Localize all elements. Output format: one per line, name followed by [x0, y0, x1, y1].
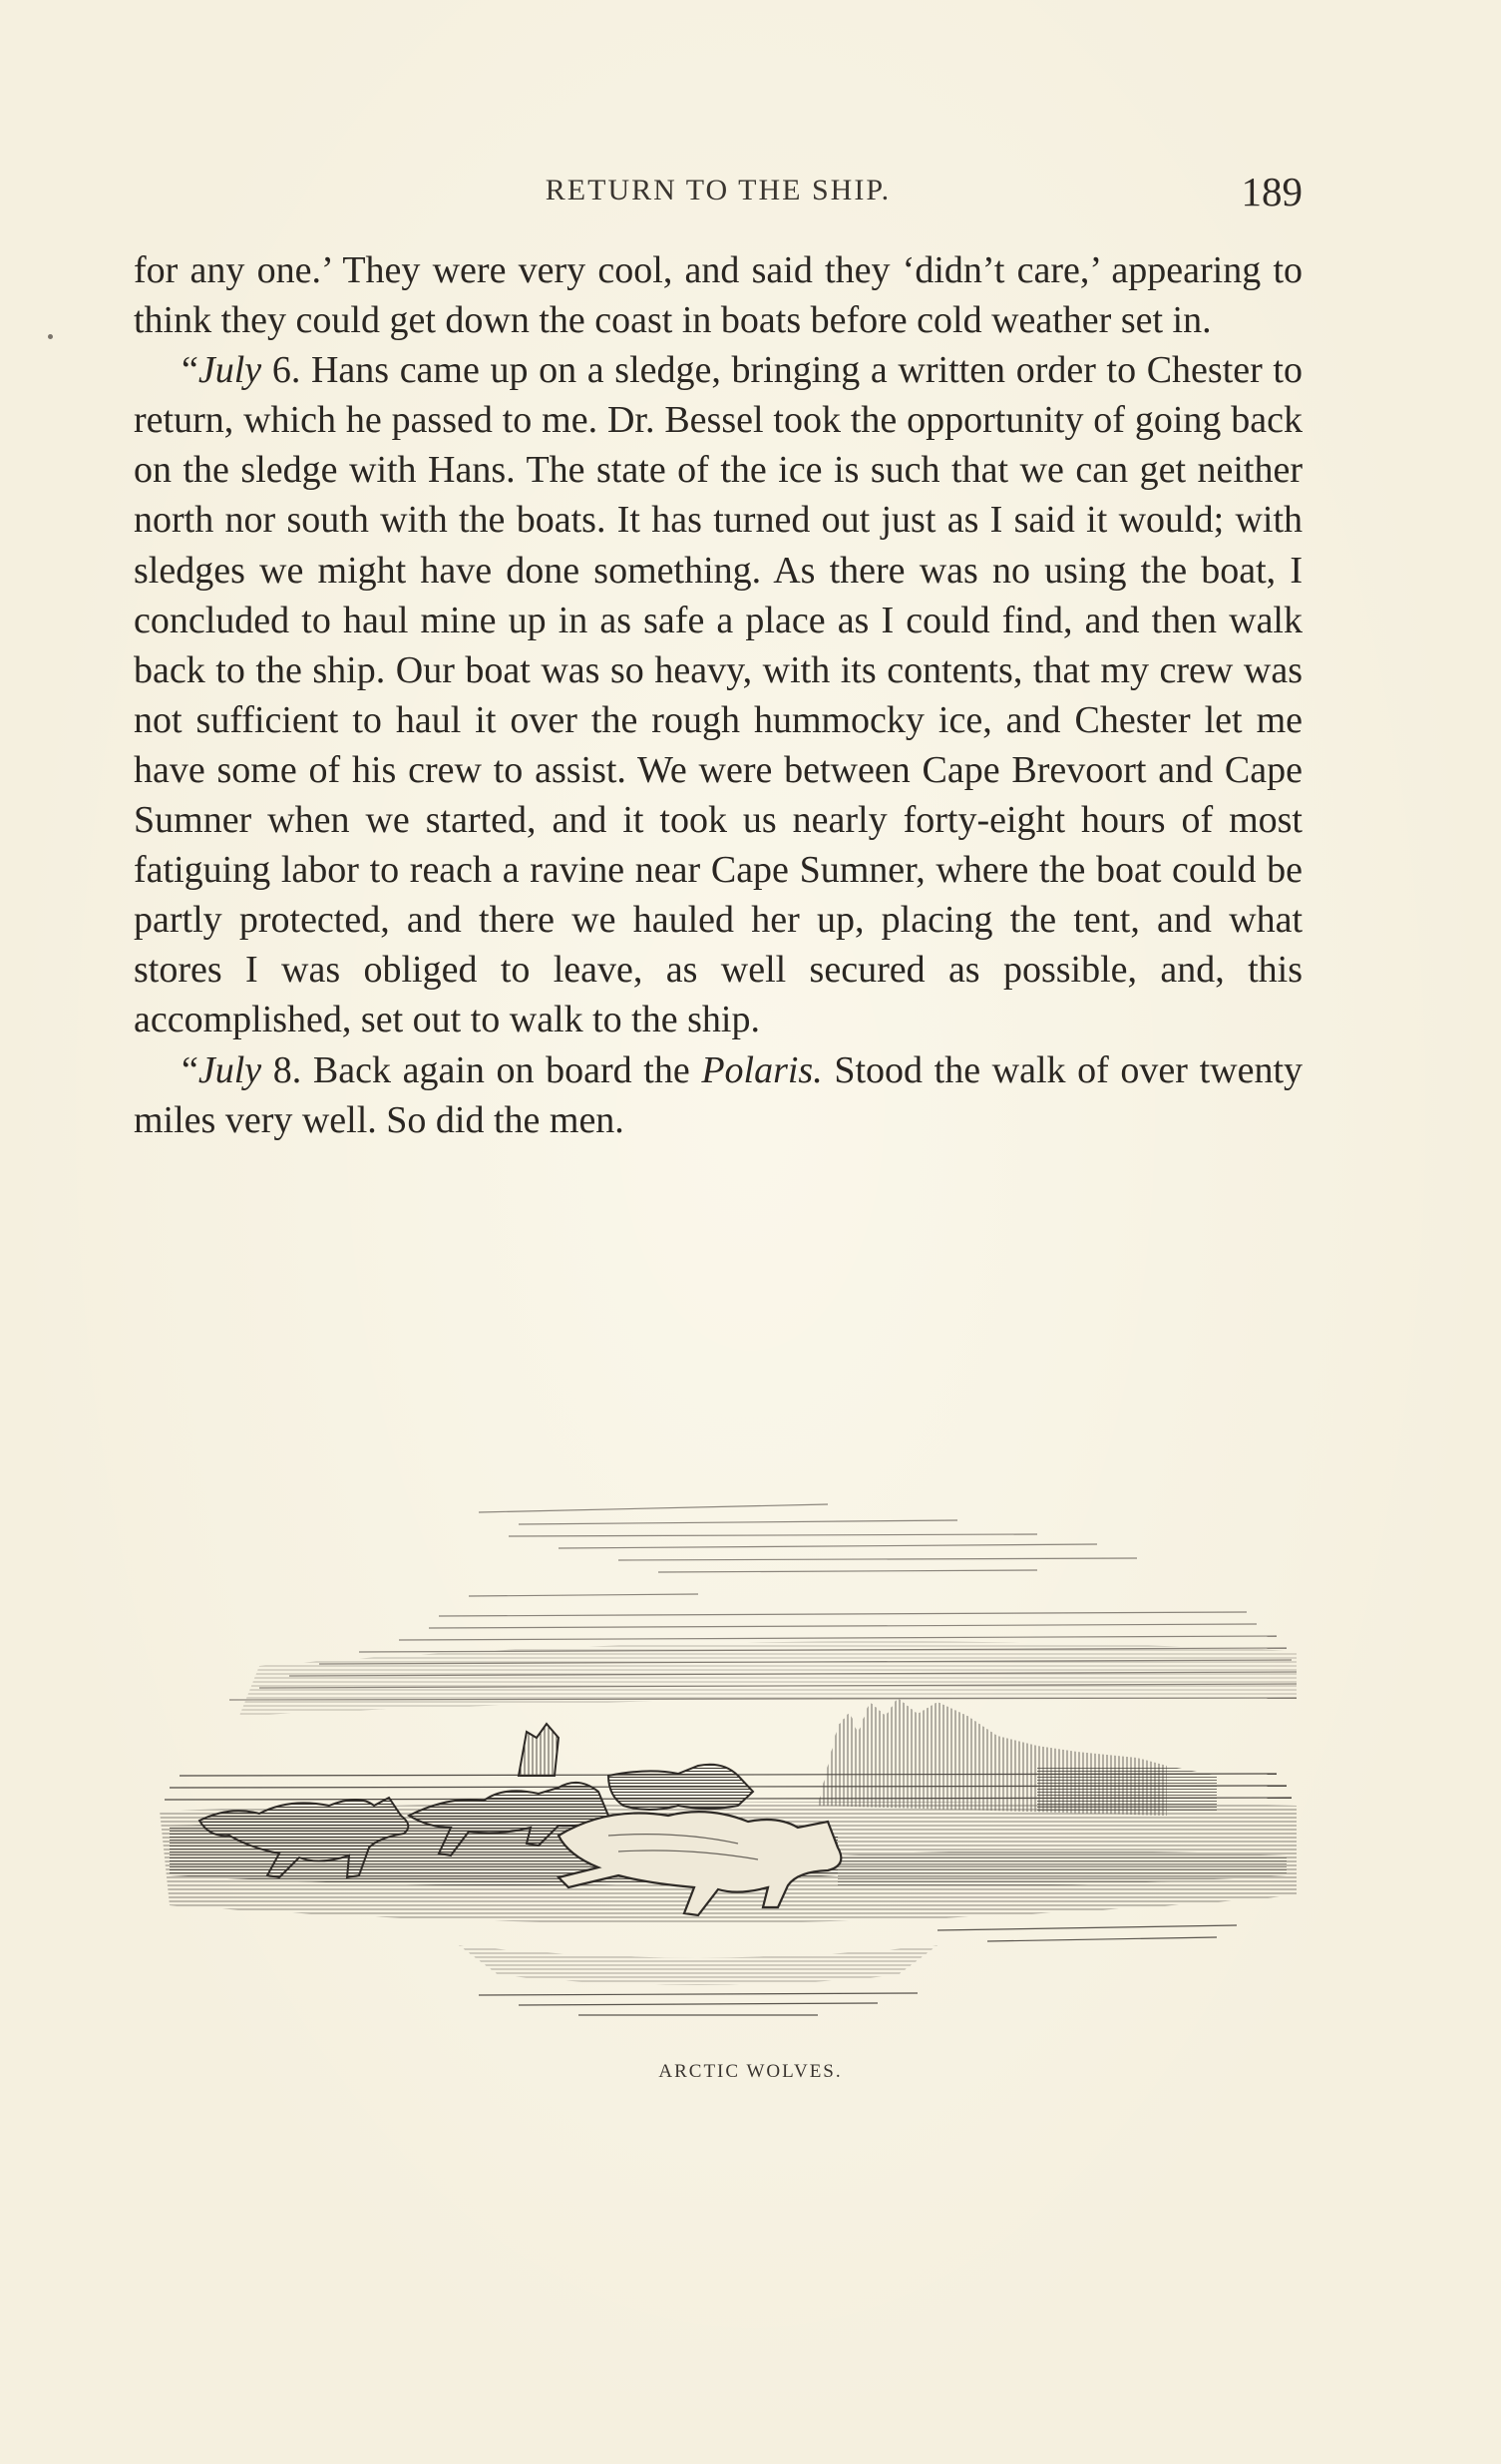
- arctic-wolves-engraving: [140, 1476, 1307, 2035]
- paragraph-2: [134, 345, 1303, 1044]
- paragraph-1: for any one.’ They were very cool, and said they ‘didn’t care,’ appearing to think they could get down the coast in boats before cold weather set in.: [134, 249, 1303, 342]
- illustration-caption: ARCTIC WOLVES.: [658, 2061, 843, 2082]
- wolf-rear-upright: [519, 1724, 559, 1776]
- paragraph-3-text-a: 8. Back again on board the: [261, 1048, 702, 1091]
- sky-dense-band: [239, 1641, 1297, 1716]
- running-head: RETURN TO THE SHIP.: [545, 174, 892, 206]
- paragraph-2-text: 6. Hans came up on a sledge, bringing a written order to Chester to return, which he passed to me. Dr. Bessel took the opportunity of going back on the sledge with Hans. The state of the ice is such that we can get neither north nor south with the boats. It has turned out just as I said it would; with sledges we might have done something. As there was no using the boat, I concluded to haul mine up in as safe a place as I could find, and then walk back to the ship. Our boat was so heavy, with its contents, that my crew was not sufficient to haul it over the rough hummocky ice, and Chester let me have some of his crew to assist. We were between Cape Brevoort and Cape Sumner when we started, and it took us nearly forty-eight hours of most fatiguing labor to reach a ravine near Cape Sumner, where the boat could be partly protected, and there we hauled her up, placing the tent, and what stores I was obliged to leave, as well secured as possible, and, this accomplished, set out to walk to the ship.: [134, 349, 1303, 1041]
- paragraph-3: [134, 1045, 1303, 1145]
- date-july: July: [197, 1048, 262, 1091]
- open-quote: “: [182, 349, 198, 392]
- ship-name: Polaris.: [701, 1048, 823, 1091]
- page-header: [134, 168, 1303, 227]
- wolf-back: [608, 1765, 753, 1810]
- body-text: [134, 245, 1303, 1145]
- page-number: 189: [1241, 169, 1303, 214]
- date-july: July: [197, 349, 262, 392]
- open-quote: “: [182, 1048, 198, 1091]
- paragraph-3-text-b: Stood the walk of over twenty miles very well. So did the men.: [134, 1048, 1303, 1141]
- margin-speck: [48, 334, 53, 339]
